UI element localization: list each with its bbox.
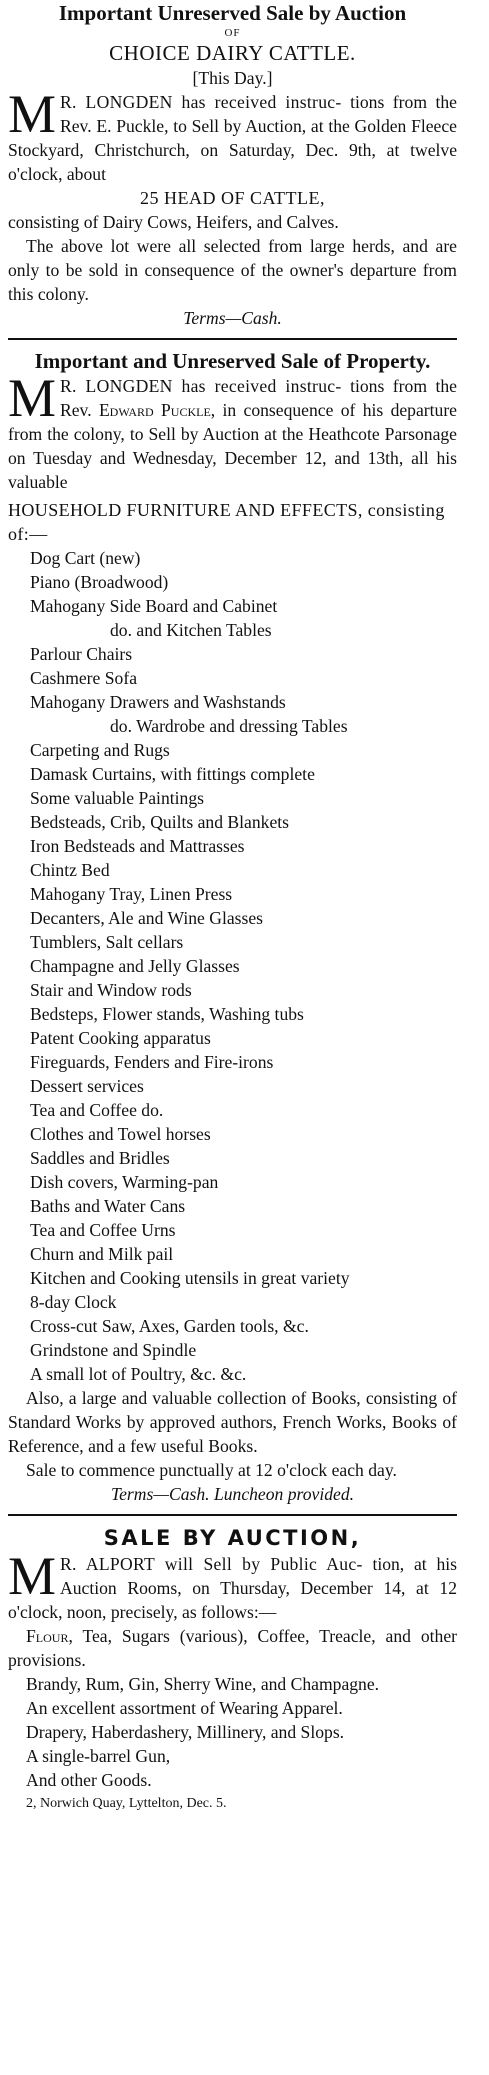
ad3-address: 2, Norwich Quay, Lyttelton, Dec. 5. — [26, 1796, 227, 1811]
ad2-list-item: Chintz Bed — [30, 860, 110, 880]
ad2-list-item: Mahogany Drawers and Washstands — [30, 692, 286, 712]
ad2-list-item: Decanters, Ale and Wine Glasses — [30, 908, 263, 928]
ad2-subhead: HOUSEHOLD FURNITURE AND EFFECTS, consisting of:— — [8, 500, 445, 544]
ad3-flour-rest: , Tea, Sugars (various), Coffee, Treacle, and other provisions. — [8, 1626, 457, 1670]
ad2-list-item: Carpeting and Rugs — [30, 740, 170, 760]
ad3-drapery: Drapery, Haberdashery, Millinery, and Slops. — [26, 1722, 345, 1742]
ad3-gun: A single-barrel Gun, — [26, 1746, 171, 1766]
ad2-list-item: Damask Curtains, with fittings complete — [30, 764, 315, 784]
ad3-spirits: Brandy, Rum, Gin, Sherry Wine, and Champagne. — [26, 1674, 380, 1694]
newspaper-column — [8, 0, 457, 2075]
ad2-list-item: do. Wardrobe and dressing Tables — [110, 716, 348, 736]
ad3-dropcap: M — [8, 1546, 57, 1606]
ad2-list-item: Tea and Coffee Urns — [30, 1220, 176, 1240]
ad2-item-list — [30, 546, 457, 1386]
ad2-body1-pre: tions from the Rev. — [60, 376, 457, 420]
ad2-list-item: Grindstone and Spindle — [30, 1340, 197, 1360]
ad2-list-item: do. and Kitchen Tables — [110, 620, 272, 640]
ad1-dropcap: M — [8, 84, 57, 144]
ad2-list-item: 8-day Clock — [30, 1292, 117, 1312]
ad2-heading: Important and Unreserved Sale of Property. — [34, 349, 431, 373]
ad2-list-item: Champagne and Jelly Glasses — [30, 956, 240, 976]
ad1-bracket: [This Day.] — [192, 68, 273, 88]
ad3-flour: Flour — [26, 1626, 69, 1646]
ad2-terms: Terms—Cash. Luncheon provided. — [110, 1484, 355, 1504]
ad1-heading: Important Unreserved Sale by Auction — [58, 1, 407, 25]
ad2-list-item: Parlour Chairs — [30, 644, 133, 664]
ad2-list-item: Cross-cut Saw, Axes, Garden tools, &c. — [30, 1316, 309, 1336]
divider — [8, 338, 457, 340]
divider — [8, 1514, 457, 1516]
ad2-list-item: Fireguards, Fenders and Fire-irons — [30, 1052, 274, 1072]
ad2-lead: R. LONGDEN has received instruc- — [60, 376, 342, 396]
ad-property-sale — [8, 348, 457, 1506]
ad2-list-item: Tea and Coffee do. — [30, 1100, 164, 1120]
ad2-list-item: Bedsteps, Flower stands, Washing tubs — [30, 1004, 304, 1024]
ad3-lead: R. ALPORT will Sell by Public Auc- — [60, 1554, 363, 1574]
ad2-list-item: Mahogany Side Board and Cabinet — [30, 596, 278, 616]
ad2-body1-name: Edward Puckle — [98, 400, 211, 420]
ad2-list-item: Dish covers, Warming-pan — [30, 1172, 219, 1192]
ad3-heading: SALE BY AUCTION, — [103, 1526, 362, 1550]
ad1-lead: R. LONGDEN has received instruc- — [60, 92, 342, 112]
ad2-list-item: Piano (Broadwood) — [30, 572, 169, 592]
ad3-body1: tion, at his Auction Rooms, on Thursday, December 14, at 12 o'clock, noon, precisely, as follows:— — [8, 1554, 458, 1622]
ad2-list-item: Tumblers, Salt cellars — [30, 932, 184, 952]
ad2-books: Also, a large and valuable collection of Books, consisting of Standard Works by approved authors, French Works, Books of Reference, and a few useful Books. — [8, 1388, 457, 1456]
ad2-list-item: Churn and Milk pail — [30, 1244, 174, 1264]
ad2-list-item: Iron Bedsteads and Mattrasses — [30, 836, 245, 856]
ad3-other: And other Goods. — [26, 1770, 152, 1790]
ad2-list-item: Dessert services — [30, 1076, 144, 1096]
ad2-list-item: Kitchen and Cooking utensils in great variety — [30, 1268, 350, 1288]
ad2-list-item: Baths and Water Cans — [30, 1196, 186, 1216]
ad-dairy-cattle — [8, 0, 457, 330]
ad1-subject: CHOICE DAIRY CATTLE. — [109, 41, 356, 65]
ad2-list-item: Dog Cart (new) — [30, 548, 141, 568]
ad-alport-auction — [8, 1524, 457, 1816]
ad2-list-item: Clothes and Towel horses — [30, 1124, 211, 1144]
ad1-count: 25 HEAD OF CATTLE, — [140, 188, 325, 208]
ad2-list-item: A small lot of Poultry, &c. &c. — [30, 1364, 247, 1384]
ad2-dropcap: M — [8, 368, 57, 428]
ad2-list-item: Stair and Window rods — [30, 980, 192, 1000]
ad2-body1-post: , in consequence of his departure from the colony, to Sell by Auction at the Heathcote Parsonage on Tuesday and Wednesday, December 12, and 13th, all his valuable — [8, 400, 457, 492]
ad2-list-item: Mahogany Tray, Linen Press — [30, 884, 233, 904]
ad1-body1: tions from the Rev. E. Puckle, to Sell by Auction, at the Golden Fleece Stockyard, Christchurch, on Saturday, Dec. 9th, at twelve o'clock, about — [8, 92, 457, 184]
ad2-commence: Sale to commence punctually at 12 o'clock each day. — [26, 1460, 397, 1480]
ad2-list-item: Saddles and Bridles — [30, 1148, 170, 1168]
ad3-apparel: An excellent assortment of Wearing Apparel. — [26, 1698, 343, 1718]
ad1-of: OF — [224, 27, 241, 39]
ad2-list-item: Cashmere Sofa — [30, 668, 137, 688]
ad1-body2: consisting of Dairy Cows, Heifers, and Calves. — [8, 212, 339, 232]
ad1-terms: Terms—Cash. — [183, 308, 282, 328]
ad1-body3: The above lot were all selected from large herds, and are only to be sold in consequence of the owner's departure from this colony. — [8, 236, 457, 304]
ad2-list-item: Patent Cooking apparatus — [30, 1028, 211, 1048]
ad2-list-item: Bedsteads, Crib, Quilts and Blankets — [30, 812, 289, 832]
ad2-list-item: Some valuable Paintings — [30, 788, 204, 808]
